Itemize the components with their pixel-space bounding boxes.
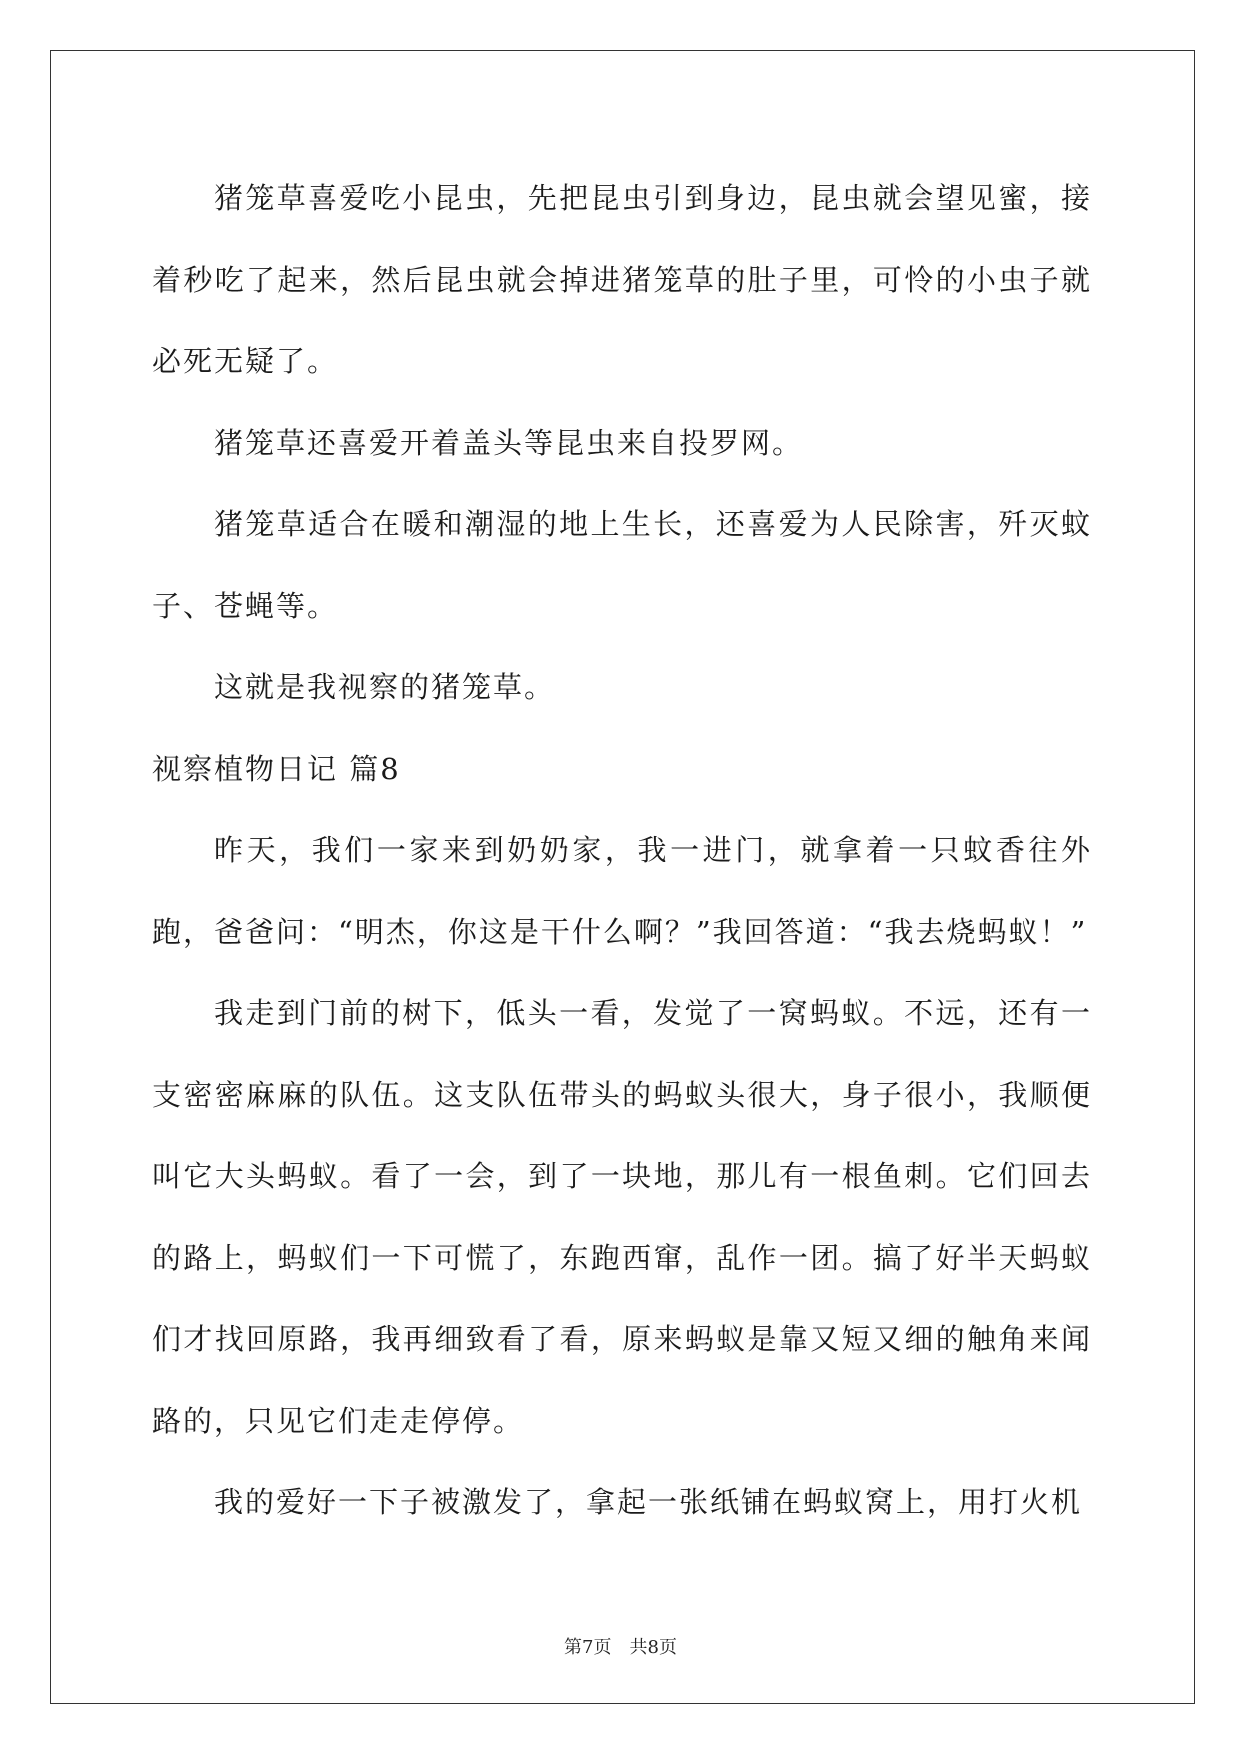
section-heading: 视察植物日记 篇8 xyxy=(152,751,401,786)
paragraph: 这就是我视察的猪笼草。 xyxy=(214,670,556,704)
paragraph: 我走到门前的树下，低头一看，发觉了一窝蚂蚁。不远，还有一支密密麻麻的队伍。这支队伍带头的蚂蚁头很大，身子很小，我顺便叫它大头蚂蚁。看了一会，到了一块地，那儿有一根鱼刺。它们回去的路上，蚂蚁们一下可慌了，东跑西窜，乱作一团。搞了好半天蚂蚁们才找回原路，我再细致看了看，原来蚂蚁是靠又短又细的触角来闻路的，只见它们走走停停。 xyxy=(152,996,1092,1438)
paragraph: 猪笼草喜爱吃小昆虫，先把昆虫引到身边，昆虫就会望见蜜，接着秒吃了起来，然后昆虫就会掉进猪笼草的肚子里，可怜的小虫子就必死无疑了。 xyxy=(152,181,1092,378)
page-number: 第7页 xyxy=(564,1637,612,1658)
document-body xyxy=(152,158,1092,1544)
page-footer xyxy=(0,1633,1241,1659)
paragraph: 昨天，我们一家来到奶奶家，我一进门，就拿着一只蚊香往外跑，爸爸问：“明杰，你这是干什么啊？”我回答道：“我去烧蚂蚁！” xyxy=(152,833,1092,949)
page-total: 共8页 xyxy=(629,1637,677,1658)
paragraph: 猪笼草还喜爱开着盖头等昆虫来自投罗网。 xyxy=(214,425,804,460)
paragraph: 我的爱好一下子被激发了，拿起一张纸铺在蚂蚁窝上，用打火机 xyxy=(214,1485,1083,1519)
paragraph: 猪笼草适合在暖和潮湿的地上生长，还喜爱为人民除害，歼灭蚊子、苍蝇等。 xyxy=(152,507,1092,623)
